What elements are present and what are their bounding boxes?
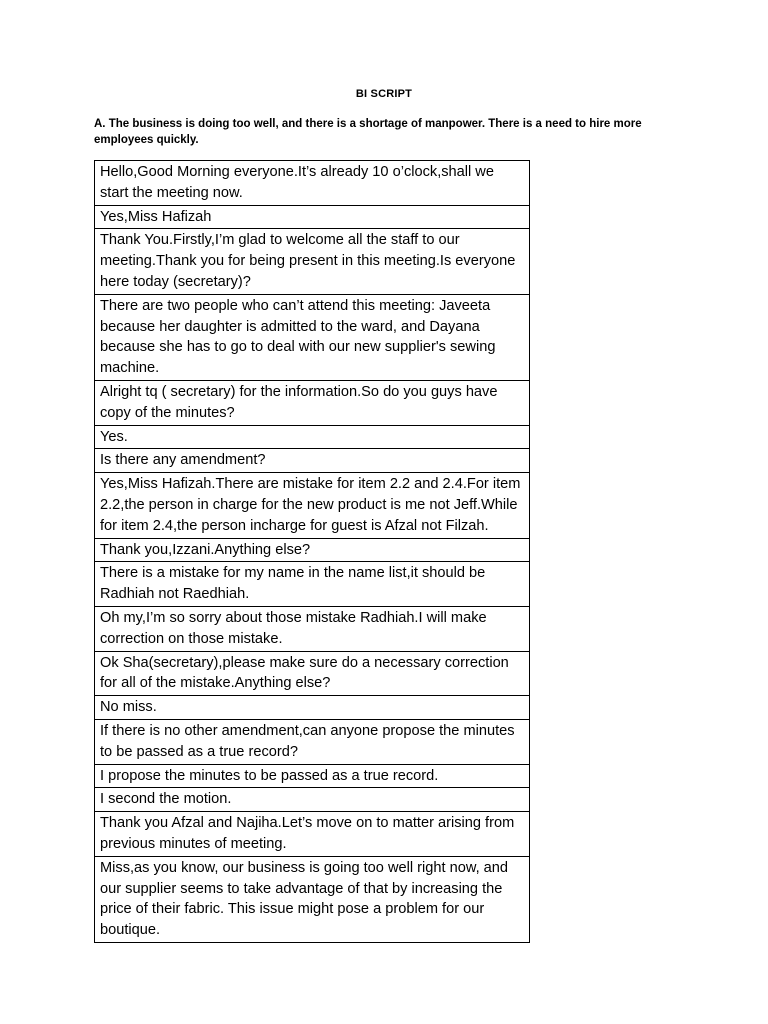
script-line: Oh my,I’m so sorry about those mistake Radhiah.I will make correction on those mistake. — [95, 606, 530, 651]
script-line: Yes,Miss Hafizah.There are mistake for item 2.2 and 2.4.For item 2.2,the person in charge for the new product is me not Jeff.While for item 2.4,the person incharge for guest is Afzal not Filzah. — [95, 473, 530, 538]
script-table — [94, 160, 530, 943]
script-line: I propose the minutes to be passed as a true record. — [95, 764, 530, 788]
script-line: There is a mistake for my name in the name list,it should be Radhiah not Raedhiah. — [95, 562, 530, 607]
script-line: There are two people who can’t attend this meeting: Javeeta because her daughter is admitted to the ward, and Dayana because she has to go to deal with our new supplier's sewing machine. — [95, 294, 530, 380]
script-line: Thank you,Izzani.Anything else? — [95, 538, 530, 562]
script-row — [95, 764, 530, 788]
script-line: Alright tq ( secretary) for the information.So do you guys have copy of the minutes? — [95, 380, 530, 425]
script-row — [95, 294, 530, 380]
script-line: Hello,Good Morning everyone.It’s already 10 o’clock,shall we start the meeting now. — [95, 161, 530, 206]
scenario-intro: A. The business is doing too well, and there is a shortage of manpower. There is a need to hire more employees quickly. — [94, 118, 642, 146]
script-row — [95, 425, 530, 449]
script-row — [95, 538, 530, 562]
document-title: BI SCRIPT — [355, 88, 413, 100]
script-line: I second the motion. — [95, 788, 530, 812]
script-line: Is there any amendment? — [95, 449, 530, 473]
script-row — [95, 161, 530, 206]
script-line: Yes. — [95, 425, 530, 449]
script-line: Ok Sha(secretary),please make sure do a necessary correction for all of the mistake.Anything else? — [95, 651, 530, 696]
script-line: Miss,as you know, our business is going too well right now, and our supplier seems to take advantage of that by increasing the price of their fabric. This issue might pose a problem for our boutique. — [95, 856, 530, 942]
script-line: Thank You.Firstly,I’m glad to welcome all the staff to our meeting.Thank you for being present in this meeting.Is everyone here today (secretary)? — [95, 229, 530, 294]
script-line: Yes,Miss Hafizah — [95, 205, 530, 229]
script-row — [95, 856, 530, 942]
script-row — [95, 449, 530, 473]
script-row — [95, 606, 530, 651]
script-row — [95, 562, 530, 607]
script-row — [95, 229, 530, 294]
script-row — [95, 812, 530, 857]
script-row — [95, 696, 530, 720]
script-line: Thank you Afzal and Najiha.Let’s move on to matter arising from previous minutes of meeting. — [95, 812, 530, 857]
script-row — [95, 205, 530, 229]
script-line: No miss. — [95, 696, 530, 720]
script-row — [95, 719, 530, 764]
script-row — [95, 473, 530, 538]
script-row — [95, 788, 530, 812]
script-row — [95, 380, 530, 425]
script-line: If there is no other amendment,can anyone propose the minutes to be passed as a true record? — [95, 719, 530, 764]
script-row — [95, 651, 530, 696]
